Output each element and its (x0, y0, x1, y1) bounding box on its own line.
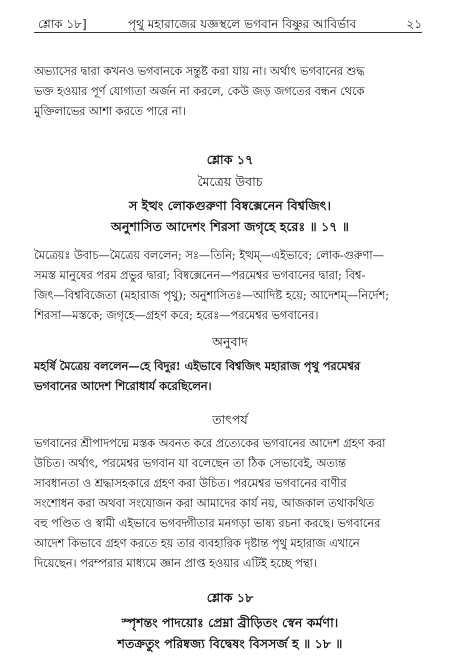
header-divider (34, 32, 422, 33)
translation-heading: অনুবাদ (212, 334, 248, 349)
synonym-line: সমস্ত মানুষের পরম প্রভুর দ্বারা; বিষ্বক্সেনেন—পরমেশ্বর ভগবানের দ্বারা; বিশ্ব- (34, 269, 366, 282)
purport-text (34, 434, 426, 574)
purport-line: সাবধানতা ও শ্রদ্ধাসহকারে গ্রহণ করা উচিত। পরমেশ্বর ভগবানের বাণীর (34, 477, 347, 490)
verse-18-text (34, 612, 426, 654)
verse-18-heading: শ্লোক ১৮ (206, 590, 254, 605)
verse-line: অনুশাসিত আদেশং শিরসা জগৃহে হরেঃ ॥ ১৭ ॥ (111, 219, 349, 234)
translation-line: মহর্ষি মৈত্রেয় বললেন—হে বিদুর! এইভাবে বিশ্বজিৎ মহারাজ পৃথু পরমেশ্বর (34, 359, 361, 373)
verse-line: স ইত্থং লোকগুরুণা বিষ্বক্সেনেন বিশ্বজিৎ। (128, 198, 332, 213)
intro-line: ভক্ত হওয়ার পূর্ণ যোগ্যতা অর্জন না করলে, কেউ জড় জগতের বন্ধন থেকে (34, 85, 365, 98)
synonyms-17 (34, 246, 426, 326)
intro-paragraph (34, 62, 426, 122)
translation-text (34, 356, 426, 396)
purport-line: আদেশ কিভাবে গ্রহণ করতে হয় তার ব্যবহারিক দৃষ্টান্ত পৃথু মহারাজ এখানে (34, 537, 360, 550)
purport-line: দিয়েছেন। পরম্পরার মাধ্যমে জ্ঞান প্রাপ্ত হওয়ার এটিই হচ্ছে পন্থা। (34, 557, 317, 570)
running-header (38, 12, 422, 34)
purport-line: সংশোধন করা অথবা সংযোজন করা আমাদের কার্য নয়, আজকাল তথাকথিত (34, 497, 375, 510)
synonym-line: শিরসা—মস্তকে; জগৃহে—গ্রহণ করে; হরেঃ—পরমেশ্বর ভগবানের। (34, 309, 319, 322)
translation-line: ভগবানের আদেশ শিরোধার্য করেছিলেন। (34, 379, 212, 393)
purport-line: ভগবানের শ্রীপাদপদ্মে মস্তক অবনত করে প্রত্যেকের ভগবানের আদেশ গ্রহণ করা (34, 437, 386, 450)
page-number: ২১ (406, 17, 422, 31)
verse-line: শতক্রতুং পরিষ্বজ্য বিদ্বেষং বিসসর্জ হ ॥ ১৮ ॥ (117, 636, 343, 651)
verse-line: স্পৃশন্তং পাদয়োঃ প্রেম্না ব্রীড়িতং স্বেন কর্মণা। (121, 615, 339, 630)
intro-line: অভ্যাসের দ্বারা কখনও ভগবানকে সন্তুষ্ট করা যায় না। অর্থাৎ ভগবানের শুদ্ধ (34, 65, 365, 78)
purport-heading: তাৎপর্য (212, 412, 248, 427)
intro-line: মুক্তিলাভের আশা করতে পারে না। (34, 105, 186, 118)
verse-17-speaker: মৈত্রেয় উবাচ (197, 174, 263, 189)
purport-line: বহু পণ্ডিত ও স্বামী এইভাবে ভগবদ্গীতার মনগড়া ভাষ্য রচনা করছে। ভগবানের (34, 517, 381, 530)
header-chapter-title: পৃথু মহারাজের যজ্ঞস্থলে ভগবান বিষ্ণুর আবির্ভাব (128, 17, 357, 31)
synonym-line: জিৎ—বিশ্ববিজেতা (মহারাজ পৃথু); অনুশাসিতঃ—আদিষ্ট হয়ে; আদেশম্—নির্দেশ; (34, 289, 390, 302)
header-verse-ref: শ্লোক ১৮] (38, 17, 87, 31)
verse-17-heading: শ্লোক ১৭ (206, 152, 254, 167)
verse-17-text (34, 195, 426, 237)
purport-line: উচিত। অর্থাৎ, পরমেশ্বর ভগবান যা বলেছেন তা ঠিক সেভাবেই, অত্যন্ত (34, 457, 346, 470)
synonym-line: মৈত্রেয়ঃ উবাচ—মৈত্রেয় বললেন; সঃ—তিনি; ইত্থম্—এইভাবে; লোক-গুরুণা— (34, 249, 384, 262)
